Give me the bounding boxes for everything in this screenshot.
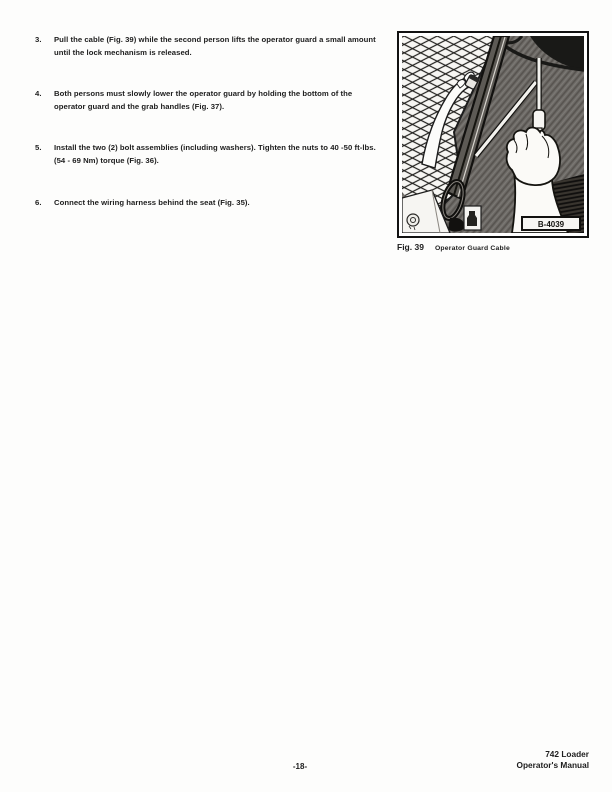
instruction-step-5 bbox=[35, 141, 376, 167]
step-text: Both persons must slowly lower the operator guard by holding the bottom of the operator guard and the grab handles (Fig. 37). bbox=[54, 89, 353, 111]
step-number: 5. bbox=[35, 143, 42, 152]
figure-frame bbox=[397, 31, 589, 238]
step-text: Pull the cable (Fig. 39) while the second person lifts the operator guard a small amount until the lock mechanism is released. bbox=[54, 35, 376, 57]
footer-line-2: Operator's Manual bbox=[516, 759, 589, 770]
operator-guard-cable-illustration bbox=[402, 36, 584, 233]
manual-title-footer bbox=[516, 749, 589, 770]
step-number: 6. bbox=[35, 198, 42, 207]
page-number: -18- bbox=[292, 762, 308, 771]
figure-caption-label: Fig. 39 bbox=[397, 242, 424, 252]
photo-id-plate bbox=[522, 217, 580, 230]
bottle-box bbox=[464, 206, 481, 230]
footer-line-1: 742 Loader bbox=[545, 749, 589, 759]
figure-caption bbox=[397, 242, 590, 252]
step-text: Install the two (2) bolt assemblies (including washers). Tighten the nuts to 40 -50 ft-lbs. (54 - 69 Nm) torque (Fig. 36). bbox=[54, 143, 376, 165]
instruction-step-4 bbox=[35, 87, 376, 113]
step-text: Connect the wiring harness behind the seat (Fig. 35). bbox=[54, 198, 250, 207]
photo-id-label: B-4039 bbox=[537, 220, 565, 229]
step-number: 3. bbox=[35, 35, 42, 44]
instruction-step-6 bbox=[35, 196, 376, 209]
figure-39 bbox=[397, 31, 590, 252]
step-number: 4. bbox=[35, 89, 42, 98]
spring-coil bbox=[407, 214, 419, 226]
figure-caption-title: Operator Guard Cable bbox=[434, 245, 510, 252]
instruction-step-3 bbox=[35, 33, 376, 59]
